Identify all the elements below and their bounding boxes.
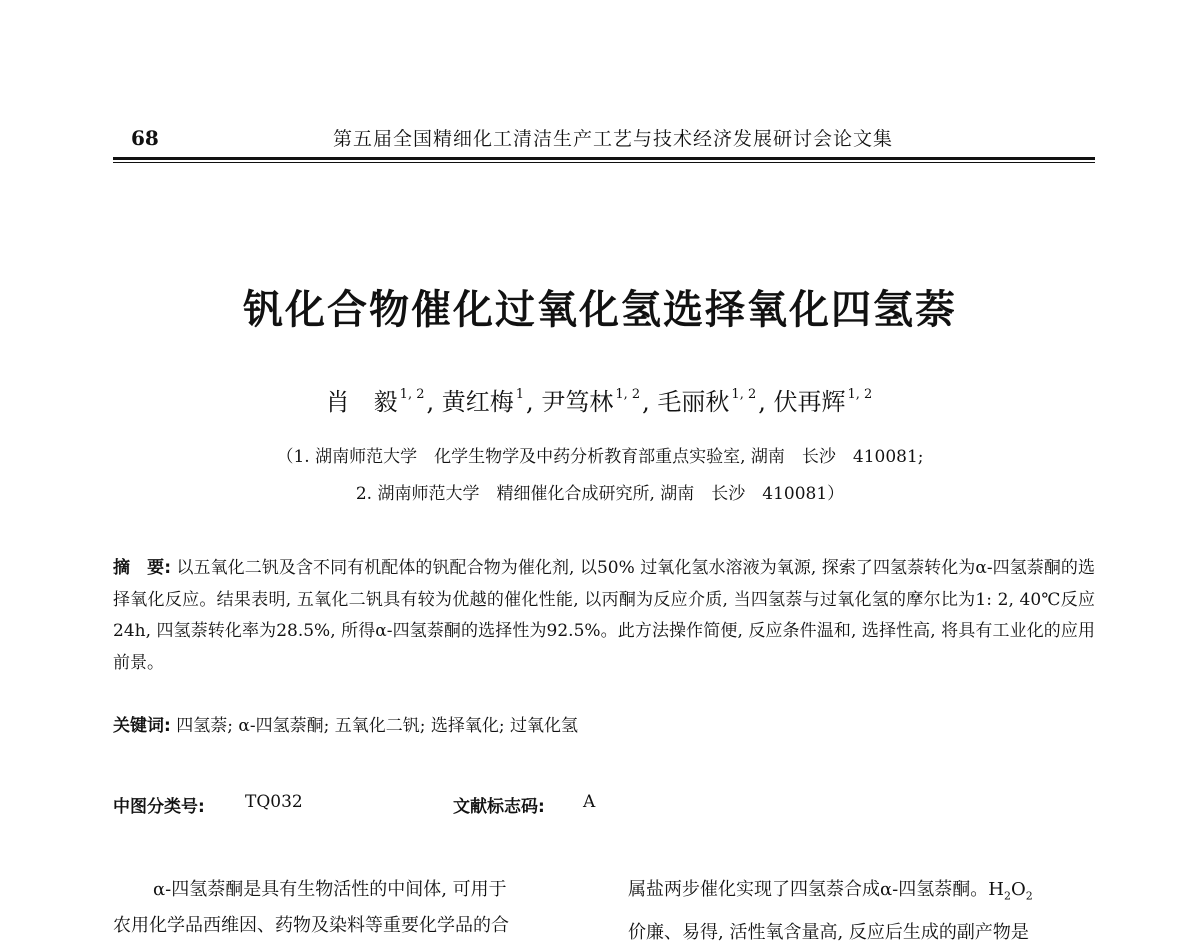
subscript: 2 — [1025, 889, 1033, 903]
header-rule-thick — [113, 157, 1095, 160]
body-line-text: α-四氢萘酮是具有生物活性的中间体, 可用于 — [153, 879, 507, 900]
abstract-text: 以五氧化二钒及含不同有机配体的钒配合物为催化剂, 以50% 过氧化氢水溶液为氧源, 探索了四氢萘转化为α-四氢萘酮的选择氧化反应。结果表明, 五氧化二钒具有较为优越的催化性能, 以丙酮为反应介质, 当四氢萘与过氧化氢的摩尔比为1: 2, 40℃反应24h, 四氢萘转化率为28.5%, 所得α-四氢萘酮的选择性为92.5%。此方法操作简便, 反应条件温和, 选择性高, 将具有工业化的应用前景。 — [113, 558, 1095, 673]
keywords-text: 四氢萘; α-四氢萘酮; 五氧化二钒; 选择氧化; 过氧化氢 — [176, 716, 578, 736]
author-name: 肖 毅 — [325, 388, 398, 416]
author-separator: , — [758, 388, 766, 416]
author-name: 伏再辉 — [773, 388, 846, 416]
document-code-value: A — [583, 792, 596, 812]
body-column-left — [113, 872, 593, 944]
author-list — [0, 382, 1200, 417]
affiliation-2: 2. 湖南师范大学 精细催化合成研究所, 湖南 长沙 410081） — [355, 484, 845, 504]
body-line-text: O — [1010, 879, 1026, 900]
author-name: 黄红梅 — [441, 388, 514, 416]
document-code-label: 文献标志码: — [453, 797, 545, 817]
classification-value: TQ032 — [245, 792, 303, 812]
author-separator: , — [426, 388, 435, 416]
header-rule-thin — [113, 162, 1095, 163]
running-header — [113, 118, 1095, 158]
author-affiliation-mark: 1, 2 — [847, 387, 873, 402]
keywords — [113, 711, 1095, 736]
abstract-label: 摘 要: — [113, 558, 171, 578]
author-separator: , — [642, 388, 650, 416]
body-line: 农用化学品西维因、药物及染料等重要化学品的合 — [113, 915, 509, 936]
journal-title: 第五届全国精细化工清洁生产工艺与技术经济发展研讨会论文集 — [333, 128, 894, 150]
author-separator: , — [526, 388, 534, 416]
author-name: 毛丽秋 — [657, 388, 730, 416]
body-line — [628, 872, 1098, 915]
author-affiliation-mark: 1, 2 — [615, 387, 641, 402]
author-affiliation-mark: 1, 2 — [399, 387, 425, 402]
body-line-text: 属盐两步催化实现了四氢萘合成α-四氢萘酮。H — [628, 879, 1004, 900]
abstract — [113, 553, 1095, 679]
author-affiliation-mark: 1, 2 — [731, 387, 757, 402]
classification-label: 中图分类号: — [113, 797, 205, 817]
author-affiliation-mark: 1 — [515, 387, 525, 402]
paper-title: 钒化合物催化过氧化氢选择氧化四氢萘 — [243, 287, 957, 333]
body-line — [113, 872, 593, 908]
affiliation-1: （1. 湖南师范大学 化学生物学及中药分析教育部重点实验室, 湖南 长沙 410081; — [276, 447, 924, 467]
body-line: 价廉、易得, 活性氧含量高, 反应后生成的副产物是 — [628, 921, 1029, 943]
keywords-label: 关键词: — [113, 716, 171, 736]
author-name: 尹笃林 — [541, 388, 614, 416]
page-number: 68 — [131, 126, 159, 150]
body-column-right — [628, 872, 1098, 951]
subscript: 2 — [1003, 889, 1011, 903]
